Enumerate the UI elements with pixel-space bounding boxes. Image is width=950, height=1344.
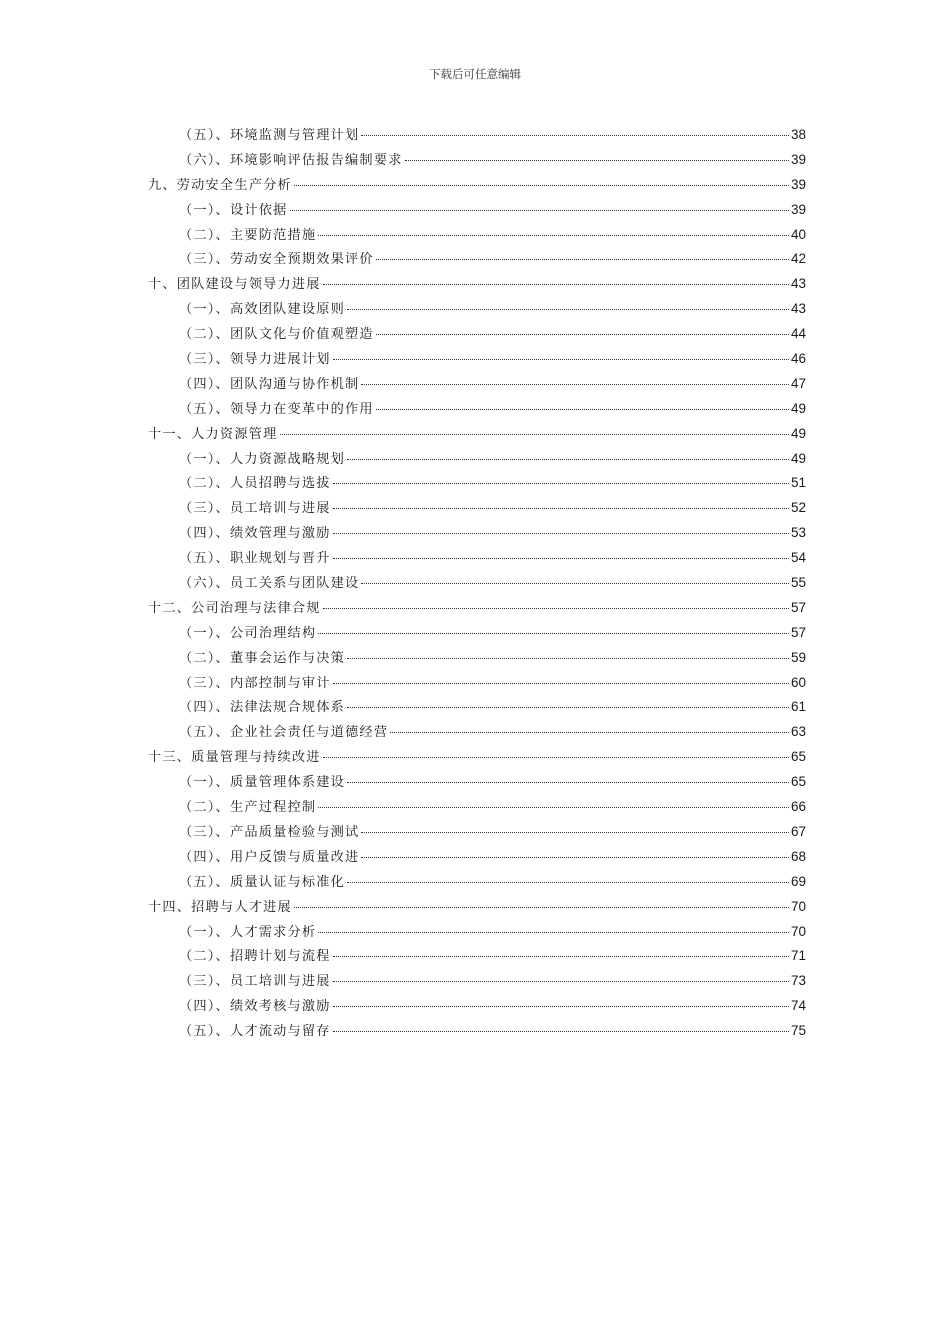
toc-entry-title: （五）、环境监测与管理计划 [179,128,360,143]
toc-entry-title: （三）、内部控制与审计 [179,675,331,691]
toc-section-entry[interactable] [148,771,806,796]
toc-entry-page-number: 46 [790,351,806,367]
toc-entry-title: （三）、员工培训与进展 [179,501,331,517]
table-of-contents [148,124,806,1045]
toc-section-entry[interactable] [148,871,806,896]
toc-section-entry[interactable] [148,199,806,224]
toc-entry-title: （一）、人才需求分析 [179,924,317,940]
toc-entry-page-number: 75 [790,1023,806,1039]
toc-entry-title: （五）、领导力在变革中的作用 [179,401,374,417]
toc-section-entry[interactable] [148,647,806,672]
toc-entry-page-number: 53 [790,525,806,541]
toc-dot-leader [333,483,789,484]
toc-section-entry[interactable] [148,497,806,522]
toc-entry-page-number: 39 [790,176,806,192]
toc-section-entry[interactable] [148,149,806,174]
toc-dot-leader [361,857,789,858]
toc-entry-title: （二）、董事会运作与决策 [179,650,346,666]
toc-entry-page-number: 57 [790,624,806,640]
toc-dot-leader [318,235,789,236]
toc-dot-leader [333,508,789,509]
toc-entry-page-number: 42 [790,251,806,267]
toc-entry-title: （四）、绩效考核与激励 [179,999,331,1015]
toc-entry-page-number: 55 [790,575,806,591]
toc-section-entry[interactable] [148,472,806,497]
toc-section-entry[interactable] [148,995,806,1020]
toc-entry-title: （五）、职业规划与晋升 [179,551,331,567]
toc-dot-leader [323,757,789,758]
toc-section-entry[interactable] [148,323,806,348]
toc-dot-leader [347,707,789,708]
toc-dot-leader [347,782,789,783]
toc-entry-page-number: 59 [790,649,806,665]
toc-dot-leader [294,907,789,908]
toc-section-entry[interactable] [148,921,806,946]
toc-entry-page-number: 69 [790,873,806,889]
toc-section-entry[interactable] [148,398,806,423]
toc-entry-page-number: 60 [790,674,806,690]
toc-entry-page-number: 44 [790,326,806,342]
toc-entry-title: （一）、高效团队建设原则 [179,302,346,318]
toc-section-entry[interactable] [148,124,806,149]
toc-dot-leader [333,359,789,360]
toc-dot-leader [318,633,789,634]
toc-section-entry[interactable] [148,448,806,473]
toc-section-entry[interactable] [148,796,806,821]
toc-dot-leader [390,732,789,733]
toc-section-entry[interactable] [148,348,806,373]
toc-dot-leader [333,981,789,982]
toc-dot-leader [333,956,789,957]
toc-dot-leader [323,284,789,285]
toc-entry-page-number: 70 [790,898,806,914]
toc-dot-leader [347,658,789,659]
toc-entry-title: （三）、产品质量检验与测试 [179,824,360,840]
toc-entry-title: （三）、劳动安全预期效果评价 [179,252,374,268]
toc-entry-title: （四）、法律法规合规体系 [179,700,346,716]
toc-entry-page-number: 43 [790,276,806,292]
toc-section-entry[interactable] [148,970,806,995]
toc-section-entry[interactable] [148,298,806,323]
toc-entry-title: （四）、用户反馈与质量改进 [179,849,360,865]
toc-dot-leader [361,832,789,833]
toc-entry-page-number: 66 [790,799,806,815]
toc-dot-leader [318,807,789,808]
toc-entry-title: （三）、员工培训与进展 [179,974,331,990]
toc-entry-title: （四）、团队沟通与协作机制 [179,376,360,392]
toc-entry-page-number: 39 [790,201,806,217]
toc-dot-leader [333,558,789,559]
toc-entry-page-number: 57 [790,599,806,615]
toc-dot-leader [318,932,789,933]
toc-dot-leader [280,434,789,435]
toc-entry-title: （一）、公司治理结构 [179,625,317,641]
toc-entry-page-number: 39 [790,151,806,167]
toc-entry-page-number: 73 [790,973,806,989]
toc-section-entry[interactable] [148,846,806,871]
toc-entry-title: （二）、主要防范措施 [179,227,317,243]
toc-dot-leader [294,185,789,186]
toc-entry-page-number: 40 [790,226,806,242]
page-header-note: 下载后可任意编辑 [429,67,521,81]
toc-dot-leader [376,259,789,260]
toc-entry-title: （四）、绩效管理与激励 [179,526,331,542]
toc-entry-title: （六）、环境影响评估报告编制要求 [179,152,403,168]
toc-entry-page-number: 74 [790,998,806,1014]
toc-entry-title: （二）、人员招聘与选拔 [179,476,331,492]
toc-chapter-entry[interactable] [148,423,806,448]
toc-entry-title: （三）、领导力进展计划 [179,352,331,368]
toc-section-entry[interactable] [148,622,806,647]
toc-dot-leader [361,583,789,584]
toc-chapter-entry[interactable] [148,896,806,921]
toc-entry-title: （二）、团队文化与价值观塑造 [179,327,374,343]
toc-section-entry[interactable] [148,821,806,846]
toc-section-entry[interactable] [148,696,806,721]
toc-dot-leader [376,334,789,335]
toc-dot-leader [333,1031,789,1032]
toc-entry-title: 九、劳动安全生产分析 [148,177,292,193]
toc-dot-leader [333,533,789,534]
toc-entry-title: （五）、企业社会责任与道德经营 [179,725,389,741]
toc-entry-page-number: 38 [790,127,806,142]
toc-dot-leader [347,882,789,883]
toc-entry-title: （五）、人才流动与留存 [179,1024,331,1040]
toc-entry-page-number: 43 [790,301,806,317]
toc-entry-page-number: 47 [790,375,806,391]
toc-entry-page-number: 65 [790,749,806,765]
toc-section-entry[interactable] [148,1020,806,1045]
toc-entry-title: 十四、招聘与人才进展 [148,899,292,915]
toc-entry-title: 十三、质量管理与持续改进 [148,750,321,766]
toc-dot-leader [347,309,789,310]
toc-dot-leader [361,135,789,136]
toc-entry-title: 十二、公司治理与法律合规 [148,600,321,616]
toc-dot-leader [333,1006,789,1007]
toc-entry-title: （六）、员工关系与团队建设 [179,576,360,592]
toc-entry-title: （二）、招聘计划与流程 [179,949,331,965]
toc-chapter-entry[interactable] [148,746,806,771]
toc-entry-page-number: 52 [790,500,806,516]
toc-dot-leader [290,210,789,211]
toc-section-entry[interactable] [148,945,806,970]
toc-entry-page-number: 49 [790,450,806,466]
toc-entry-page-number: 54 [790,550,806,566]
toc-dot-leader [376,409,789,410]
toc-entry-page-number: 68 [790,848,806,864]
toc-section-entry[interactable] [148,572,806,597]
toc-section-entry[interactable] [148,547,806,572]
toc-dot-leader [361,384,789,385]
toc-entry-page-number: 61 [790,699,806,715]
toc-entry-page-number: 49 [790,425,806,441]
toc-entry-title: （一）、设计依据 [179,202,288,218]
toc-entry-page-number: 63 [790,724,806,740]
toc-entry-title: （五）、质量认证与标准化 [179,874,346,890]
toc-entry-page-number: 71 [790,948,806,964]
toc-entry-title: 十一、人力资源管理 [148,426,278,442]
toc-entry-title: （二）、生产过程控制 [179,800,317,816]
toc-section-entry[interactable] [148,224,806,249]
toc-section-entry[interactable] [148,373,806,398]
toc-section-entry[interactable] [148,248,806,273]
toc-entry-page-number: 70 [790,923,806,939]
toc-entry-page-number: 51 [790,475,806,491]
toc-entry-page-number: 49 [790,400,806,416]
toc-section-entry[interactable] [148,672,806,697]
toc-dot-leader [333,683,789,684]
toc-entry-title: （一）、人力资源战略规划 [179,451,346,467]
toc-entry-page-number: 65 [790,774,806,790]
toc-chapter-entry[interactable] [148,273,806,298]
toc-dot-leader [323,608,789,609]
toc-chapter-entry[interactable] [148,597,806,622]
toc-entry-title: 十、团队建设与领导力进展 [148,277,321,293]
toc-section-entry[interactable] [148,721,806,746]
toc-section-entry[interactable] [148,522,806,547]
toc-entry-page-number: 67 [790,823,806,839]
toc-entry-title: （一）、质量管理体系建设 [179,775,346,791]
toc-dot-leader [405,160,789,161]
toc-chapter-entry[interactable] [148,174,806,199]
toc-dot-leader [347,459,789,460]
